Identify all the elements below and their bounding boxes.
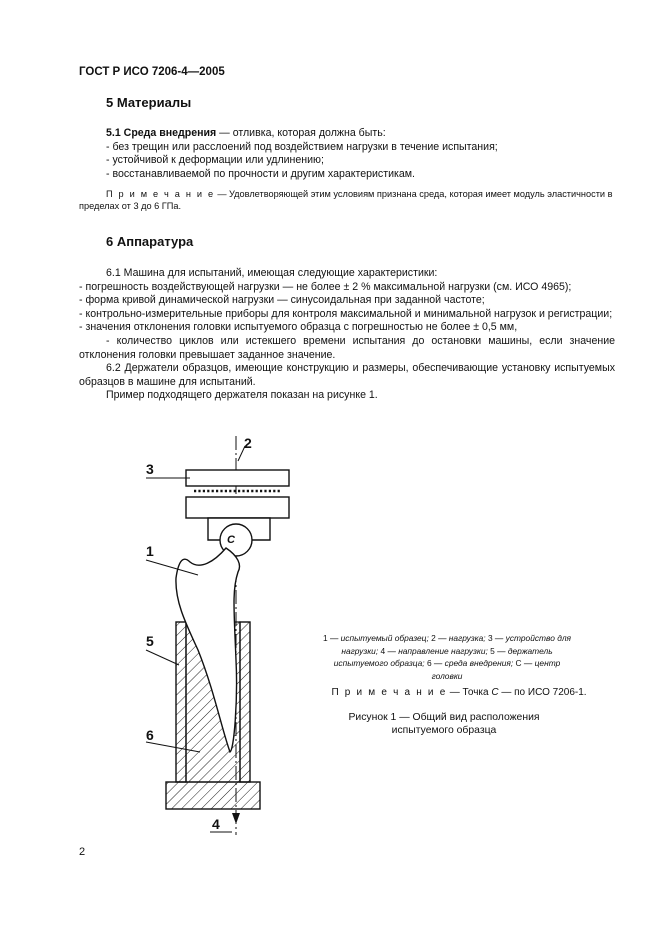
list-item: - восстанавливаемой по прочности и другим характеристикам. — [106, 167, 415, 180]
legend-key: 5 — [490, 645, 495, 656]
legend-key: 1 — [322, 633, 328, 643]
label-1: 1 — [146, 543, 154, 559]
section-6-title: 6 Аппаратура — [106, 234, 194, 249]
term-embedding-medium: 5.1 Среда внедрения — [106, 127, 217, 139]
list-item: - устойчивой к деформации или удлинению; — [106, 154, 324, 167]
section-5-body — [106, 127, 606, 181]
figure-legend — [319, 632, 575, 682]
note-label: П р и м е ч а н и е — [331, 687, 447, 698]
document-header: ГОСТ Р ИСО 7206-4—2005 — [79, 66, 225, 78]
legend-text: — устройство для нагрузки; — [341, 633, 572, 656]
label-3: 3 — [146, 461, 154, 477]
label-6: 6 — [146, 727, 154, 743]
legend-text: — направление нагрузки; — [385, 645, 491, 656]
legend-key: C — [515, 658, 522, 669]
legend-text: — держатель испытуемого образца; — [333, 645, 553, 669]
list-item: - контрольно-измерительные приборы для контроля максимальной и минимальной нагрузок и регистрации; — [79, 307, 613, 320]
section-6-body — [79, 267, 615, 403]
page-number: 2 — [79, 846, 86, 858]
note-label: П р и м е ч а н и е — [106, 189, 215, 199]
legend-text: — нагрузка; — [435, 633, 488, 643]
section-5-title: 5 Материалы — [106, 95, 192, 110]
para-5-1-rest: — отливка, которая должна быть: — [216, 127, 386, 139]
legend-key: 6 — [426, 658, 432, 669]
note-pre: — Точка — [446, 687, 492, 698]
label-4: 4 — [212, 816, 220, 832]
label-5: 5 — [146, 633, 154, 649]
note-post: — по ИСО 7206-1. — [498, 687, 587, 698]
figure-note — [319, 687, 599, 699]
para-5-1 — [106, 127, 606, 141]
figure-1-drawing — [130, 430, 290, 840]
figure-caption: Рисунок 1 — Общий вид расположения испытуемого образца — [348, 712, 540, 736]
list-item: - без трещин или расслоений под воздействием нагрузки в течение испытания; — [106, 140, 498, 153]
para-6-1: 6.1 Машина для испытаний, имеющая следующие характеристики: — [106, 267, 438, 279]
para-example: Пример подходящего держателя показан на рисунке 1. — [106, 389, 378, 402]
legend-key: 4 — [380, 645, 386, 656]
legend-text: — среда внедрения; — [431, 658, 516, 669]
legend-text: — центр головки — [431, 658, 561, 681]
note-text: — Удовлетворяющей этим условиям признана среда, которая имеет модуль эластичности в пределах от 3 до 6 ГПа. — [79, 189, 613, 211]
label-2: 2 — [244, 435, 252, 451]
note-point-c: С — [491, 687, 499, 698]
label-c: C — [227, 534, 235, 546]
list-item: - значения отклонения головки испытуемого образца с погрешностью не более ± 0,5 мм, — [79, 321, 518, 334]
direction-arrow-icon — [232, 813, 240, 824]
list-item: - погрешность воздействующей нагрузки — не более ± 2 % максимальной нагрузки (см. ИСО 4965); — [79, 280, 572, 293]
legend-key: 2 — [431, 633, 436, 643]
para-6-2: 6.2 Держатели образцов, имеющие конструкцию и размеры, обеспечивающие установку испытуемых образцов в машине для испытаний. — [79, 362, 615, 388]
list-item: - количество циклов или истекшего времени испытания до остановки машины, если значение отклонения головки превышает заданное значение. — [79, 334, 615, 361]
legend-key: 3 — [487, 633, 493, 643]
section-5-note — [79, 188, 615, 212]
list-item: - форма кривой динамической нагрузки — синусоидальная при заданной частоте; — [79, 294, 485, 307]
legend-text: — испытуемый образец; — [327, 633, 432, 643]
